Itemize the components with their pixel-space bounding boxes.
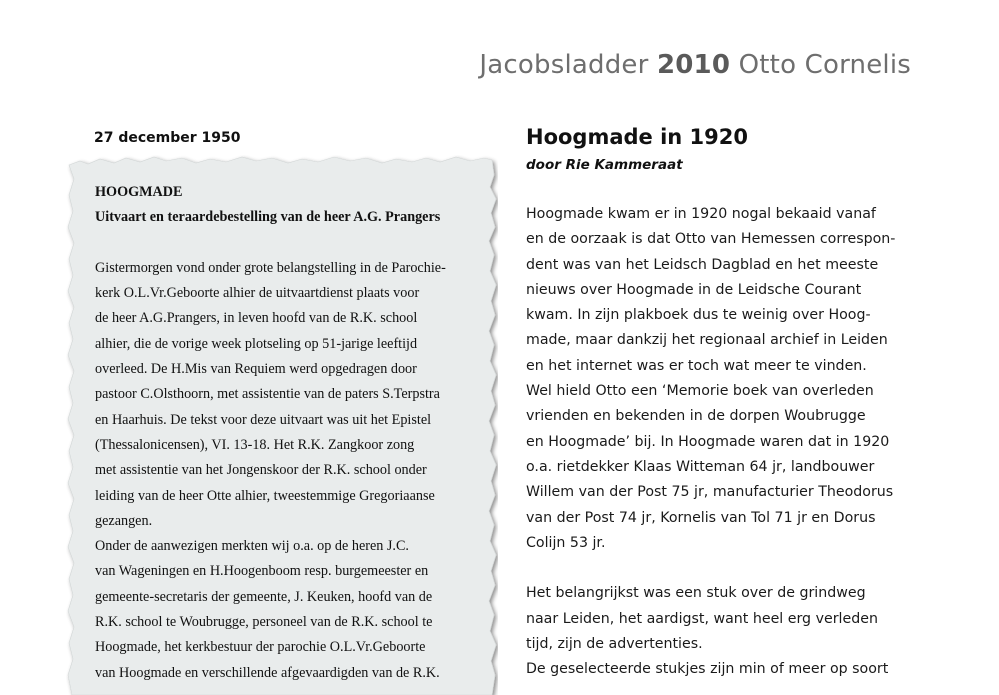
article-line: kwam. In zijn plakboek dus te weinig over Hoog-	[526, 307, 871, 324]
clipping-line: R.K. school te Woubrugge, personeel van de R.K. school te	[95, 614, 433, 631]
article-line: made, maar dankzij het regionaal archief in Leiden	[526, 332, 888, 349]
article-line: Willem van der Post 75 jr, manufacturier Theodorus	[526, 484, 894, 501]
article-line: vrienden en bekenden in de dorpen Woubrugge	[526, 408, 866, 425]
clipping-gap	[95, 231, 487, 256]
article-line: en het internet was er toch wat meer te vinden.	[526, 357, 867, 374]
article-line: Colijn 53 jr.	[526, 534, 606, 551]
clipping-heading: HOOGMADE	[95, 184, 183, 200]
article-byline: door Rie Kammeraat	[526, 157, 683, 173]
article-line: nieuws over Hoogmade in de Leidsche Courant	[526, 281, 862, 298]
clipping-text	[95, 180, 487, 686]
clipping-line: en Haarhuis. De tekst voor deze uitvaart was uit het Epistel	[95, 411, 432, 428]
article-line: De geselecteerde stukjes zijn min of meer op soort	[526, 661, 889, 678]
article-line: naar Leiden, het aardigst, want heel erg verleden	[526, 610, 878, 627]
clipping-line: alhier, die de vorige week plotseling op 51-jarige leeftijd	[95, 335, 418, 352]
clipping-subheading: Uitvaart en teraardebestelling van de heer A.G. Prangers	[95, 209, 441, 226]
paragraph-gap	[526, 556, 926, 581]
clipping-line: van Hoogmade en verschillende afgevaardigden van de R.K.	[95, 664, 440, 681]
article-line: dent was van het Leidsch Dagblad en het meeste	[526, 256, 879, 273]
clipping-line: overleed. De H.Mis van Requiem werd opgedragen door	[95, 361, 417, 378]
clipping-line: met assistentie van het Jongenskoor der R.K. school onder	[95, 462, 427, 479]
article-title: Hoogmade in 1920	[526, 125, 749, 149]
clipping-line: gemeente-secretaris der gemeente, J. Keuken, hoofd van de	[95, 588, 433, 605]
page-header	[479, 50, 911, 80]
clipping-date: 27 december 1950	[94, 130, 241, 146]
article-line: tijd, zijn de advertenties.	[526, 636, 703, 653]
header-name: Otto Cornelis	[738, 50, 911, 80]
article	[526, 120, 926, 683]
article-line: Hoogmade kwam er in 1920 nogal bekaaid vanaf	[526, 206, 876, 222]
article-line: o.a. rietdekker Klaas Witteman 64 jr, landbouwer	[526, 458, 875, 475]
clipping-line: (Thessalonicensen), VI. 13-18. Het R.K. Zangkoor zong	[95, 436, 415, 453]
clipping-line: kerk O.L.Vr.Geboorte alhier de uitvaartdienst plaats voor	[95, 285, 420, 302]
clipping-line: Gistermorgen vond onder grote belangstelling in de Parochie-	[95, 259, 446, 276]
article-line: en de oorzaak is dat Otto van Hemessen correspon-	[526, 231, 896, 248]
clipping-line: pastoor C.Olsthoorn, met assistentie van de paters S.Terpstra	[95, 386, 440, 403]
clipping-line: Onder de aanwezigen merkten wij o.a. op de heren J.C.	[95, 538, 409, 555]
clipping-line: gezangen.	[95, 512, 153, 529]
clipping-line: leiding van de heer Otte alhier, tweestemmige Gregoriaanse	[95, 487, 435, 504]
article-line: van der Post 74 jr, Kornelis van Tol 71 jr en Dorus	[526, 509, 876, 526]
article-line: en Hoogmade’ bij. In Hoogmade waren dat in 1920	[526, 433, 890, 450]
clipping-line: de heer A.G.Prangers, in leven hoofd van de R.K. school	[95, 310, 418, 327]
clipping-line: Hoogmade, het kerkbestuur der parochie O.L.Vr.Geboorte	[95, 639, 426, 656]
header-prefix: Jacobsladder	[479, 50, 649, 80]
article-line: Wel hield Otto een ‘Memorie boek van overleden	[526, 383, 874, 400]
header-year: 2010	[656, 50, 731, 80]
article-body	[526, 202, 926, 683]
clipping-line: van Wageningen en H.Hoogenboom resp. burgemeester en	[95, 563, 429, 580]
newspaper-clipping	[66, 155, 498, 695]
article-line: Het belangrijkst was een stuk over de grindweg	[526, 585, 866, 602]
